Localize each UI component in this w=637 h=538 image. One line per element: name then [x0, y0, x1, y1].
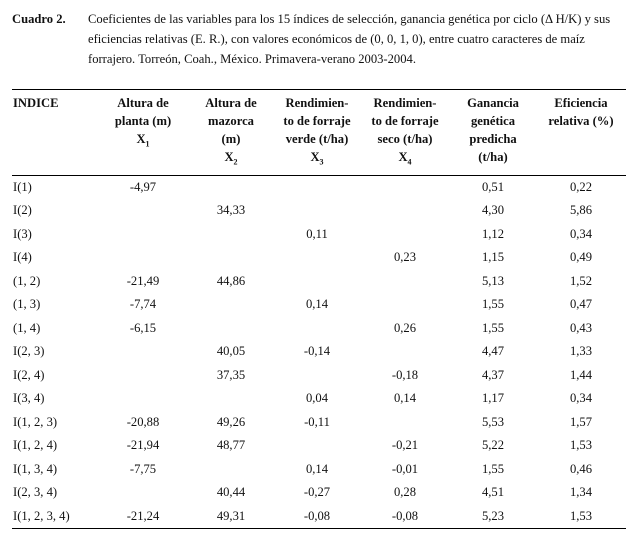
- column-header-line: to de forraje: [283, 114, 351, 128]
- value-cell: 48,77: [216, 438, 246, 453]
- value-cell: [274, 364, 360, 388]
- value-cell: [274, 270, 360, 294]
- value-cell: 0,34: [569, 226, 593, 241]
- table-row: [12, 270, 626, 294]
- column-header-line: relativa (%): [548, 114, 614, 128]
- value-cell: [188, 246, 274, 270]
- value-cell: 0,22: [569, 179, 593, 194]
- value-cell: -6,15: [129, 320, 157, 335]
- index-name-cell: I(1): [13, 179, 32, 194]
- value-cell: 40,44: [216, 485, 246, 500]
- column-header: [360, 90, 450, 176]
- column-header-line: mazorca: [208, 114, 254, 128]
- value-cell: [188, 293, 274, 317]
- column-variable-symbol: $X_1$: [136, 132, 150, 149]
- value-cell: [188, 458, 274, 482]
- value-cell: 0,14: [393, 391, 417, 406]
- column-header-line: (t/ha): [478, 150, 508, 164]
- column-header-line: (m): [221, 132, 241, 146]
- table-row: [12, 293, 626, 317]
- column-header-line: predicha: [469, 132, 517, 146]
- value-cell: [188, 175, 274, 199]
- value-cell: 44,86: [216, 273, 246, 288]
- column-header-line: planta (m): [114, 114, 172, 128]
- value-cell: -21,94: [126, 438, 160, 453]
- value-cell: -0,08: [274, 505, 360, 529]
- value-cell: [360, 175, 450, 199]
- value-cell: [360, 340, 450, 364]
- value-cell: [274, 175, 360, 199]
- column-header: [98, 90, 188, 176]
- value-cell: 0,47: [569, 297, 593, 312]
- value-cell: 1,33: [569, 344, 593, 359]
- value-cell: 5,23: [450, 505, 536, 529]
- table-row: [12, 364, 626, 388]
- table-row: [12, 411, 626, 435]
- value-cell: -4,97: [129, 179, 157, 194]
- column-header-line: Rendimien-: [285, 96, 349, 110]
- column-header-line: Eficiencia: [554, 96, 608, 110]
- column-header-line: to de forraje: [371, 114, 439, 128]
- table-row: [12, 458, 626, 482]
- value-cell: 0,34: [569, 391, 593, 406]
- column-header-line: genética: [470, 114, 516, 128]
- value-cell: -0,27: [303, 485, 331, 500]
- caption-label: Cuadro 2.: [12, 12, 66, 26]
- value-cell: 1,15: [481, 250, 505, 265]
- table-caption: [12, 9, 624, 69]
- table-row: [12, 199, 626, 223]
- index-name-cell: I(2): [13, 203, 32, 218]
- value-cell: -7,75: [129, 461, 157, 476]
- value-cell: [98, 223, 188, 247]
- column-header: [450, 90, 536, 176]
- value-cell: 0,26: [393, 320, 417, 335]
- value-cell: [188, 387, 274, 411]
- index-name-cell: I(3): [13, 226, 32, 241]
- value-cell: 4,37: [481, 367, 505, 382]
- index-name-cell: (1, 4): [13, 320, 41, 335]
- value-cell: [360, 293, 450, 317]
- column-variable-symbol: $X_3$: [310, 150, 324, 167]
- value-cell: 40,05: [216, 344, 246, 359]
- value-cell: -21,24: [98, 505, 188, 529]
- value-cell: 1,52: [569, 273, 593, 288]
- value-cell: 1,55: [481, 297, 505, 312]
- value-cell: 0,46: [569, 461, 593, 476]
- column-header-line: Ganancia: [467, 96, 519, 110]
- value-cell: 5,22: [481, 438, 505, 453]
- index-name-cell: I(2, 3): [13, 344, 45, 359]
- value-cell: [360, 411, 450, 435]
- value-cell: 5,53: [481, 414, 505, 429]
- column-header: [274, 90, 360, 176]
- index-name-cell: I(2, 3, 4): [13, 485, 58, 500]
- index-name-cell: (1, 2): [13, 273, 41, 288]
- value-cell: 49,26: [216, 414, 246, 429]
- value-cell: -0,01: [391, 461, 419, 476]
- column-header: [536, 90, 626, 176]
- column-header: [12, 90, 98, 176]
- caption-text: Coeficientes de las variables para los 15 índices de selección, ganancia genética por ciclo (Δ H/K) y sus eficiencias relativas (E. R.), con valores económicos de (0, 0, 1, 0), entre cuatro caracteres de maíz forrajero. Torreón, Coah., México. Primavera-verano 2003-2004.: [88, 12, 611, 66]
- value-cell: 0,51: [481, 179, 505, 194]
- table-row: [12, 340, 626, 364]
- value-cell: [98, 364, 188, 388]
- index-name-cell: I(2, 4): [13, 367, 45, 382]
- index-name-cell: I(4): [13, 250, 32, 265]
- value-cell: [274, 317, 360, 341]
- value-cell: 5,13: [481, 273, 505, 288]
- table-row: [12, 387, 626, 411]
- value-cell: -21,49: [126, 273, 160, 288]
- value-cell: 1,17: [481, 391, 505, 406]
- table-row: [12, 223, 626, 247]
- index-name-cell: I(3, 4): [13, 391, 45, 406]
- selection-index-table: [12, 89, 626, 529]
- value-cell: 0,14: [305, 461, 329, 476]
- column-header-line: Altura de: [117, 96, 169, 110]
- value-cell: 1,44: [569, 367, 593, 382]
- value-cell: 0,43: [569, 320, 593, 335]
- value-cell: -0,18: [391, 367, 419, 382]
- value-cell: -7,74: [129, 297, 157, 312]
- value-cell: 5,86: [569, 203, 593, 218]
- value-cell: [98, 340, 188, 364]
- value-cell: 1,55: [481, 320, 505, 335]
- index-name-cell: (1, 3): [13, 297, 41, 312]
- column-header-line: Rendimien-: [373, 96, 437, 110]
- column-variable-symbol: $X_2$: [224, 150, 238, 167]
- column-header-line: Altura de: [205, 96, 257, 110]
- table-body: [12, 175, 626, 529]
- value-cell: [360, 223, 450, 247]
- table-row: [12, 434, 626, 458]
- value-cell: 0,04: [305, 391, 329, 406]
- value-cell: -20,88: [126, 414, 160, 429]
- value-cell: 4,47: [481, 344, 505, 359]
- value-cell: -0,11: [304, 414, 330, 429]
- column-variable-symbol: $X_4$: [398, 150, 412, 167]
- index-name-cell: I(1, 2, 3, 4): [12, 505, 98, 529]
- column-header-line: verde (t/ha): [285, 132, 349, 146]
- value-cell: [360, 270, 450, 294]
- value-cell: 34,33: [216, 203, 246, 218]
- value-cell: 1,34: [569, 485, 593, 500]
- value-cell: 49,31: [188, 505, 274, 529]
- value-cell: [188, 223, 274, 247]
- value-cell: 0,14: [305, 297, 329, 312]
- table-row: [12, 481, 626, 505]
- column-header-line: INDICE: [13, 96, 59, 110]
- value-cell: [98, 481, 188, 505]
- value-cell: 37,35: [216, 367, 246, 382]
- index-name-cell: I(1, 3, 4): [13, 461, 58, 476]
- table-row: [12, 317, 626, 341]
- index-name-cell: I(1, 2, 3): [13, 414, 58, 429]
- value-cell: 0,49: [569, 250, 593, 265]
- value-cell: [98, 199, 188, 223]
- value-cell: -0,14: [303, 344, 331, 359]
- value-cell: [274, 246, 360, 270]
- value-cell: 1,57: [569, 414, 593, 429]
- column-header: [188, 90, 274, 176]
- value-cell: 4,51: [481, 485, 505, 500]
- value-cell: 0,28: [393, 485, 417, 500]
- value-cell: 1,53: [569, 438, 593, 453]
- value-cell: [360, 199, 450, 223]
- value-cell: 1,55: [481, 461, 505, 476]
- value-cell: [274, 434, 360, 458]
- value-cell: [274, 199, 360, 223]
- value-cell: 0,11: [306, 226, 328, 241]
- column-header-line: seco (t/ha): [377, 132, 433, 146]
- table-row: [12, 246, 626, 270]
- value-cell: [188, 317, 274, 341]
- table-row: [12, 505, 626, 529]
- value-cell: [98, 246, 188, 270]
- index-name-cell: I(1, 2, 4): [13, 438, 58, 453]
- value-cell: -0,21: [391, 438, 419, 453]
- value-cell: 0,23: [393, 250, 417, 265]
- value-cell: 1,12: [481, 226, 505, 241]
- table-row: [12, 175, 626, 199]
- value-cell: 4,30: [481, 203, 505, 218]
- value-cell: -0,08: [360, 505, 450, 529]
- table-header-row: [12, 90, 626, 176]
- value-cell: 1,53: [536, 505, 626, 529]
- value-cell: [98, 387, 188, 411]
